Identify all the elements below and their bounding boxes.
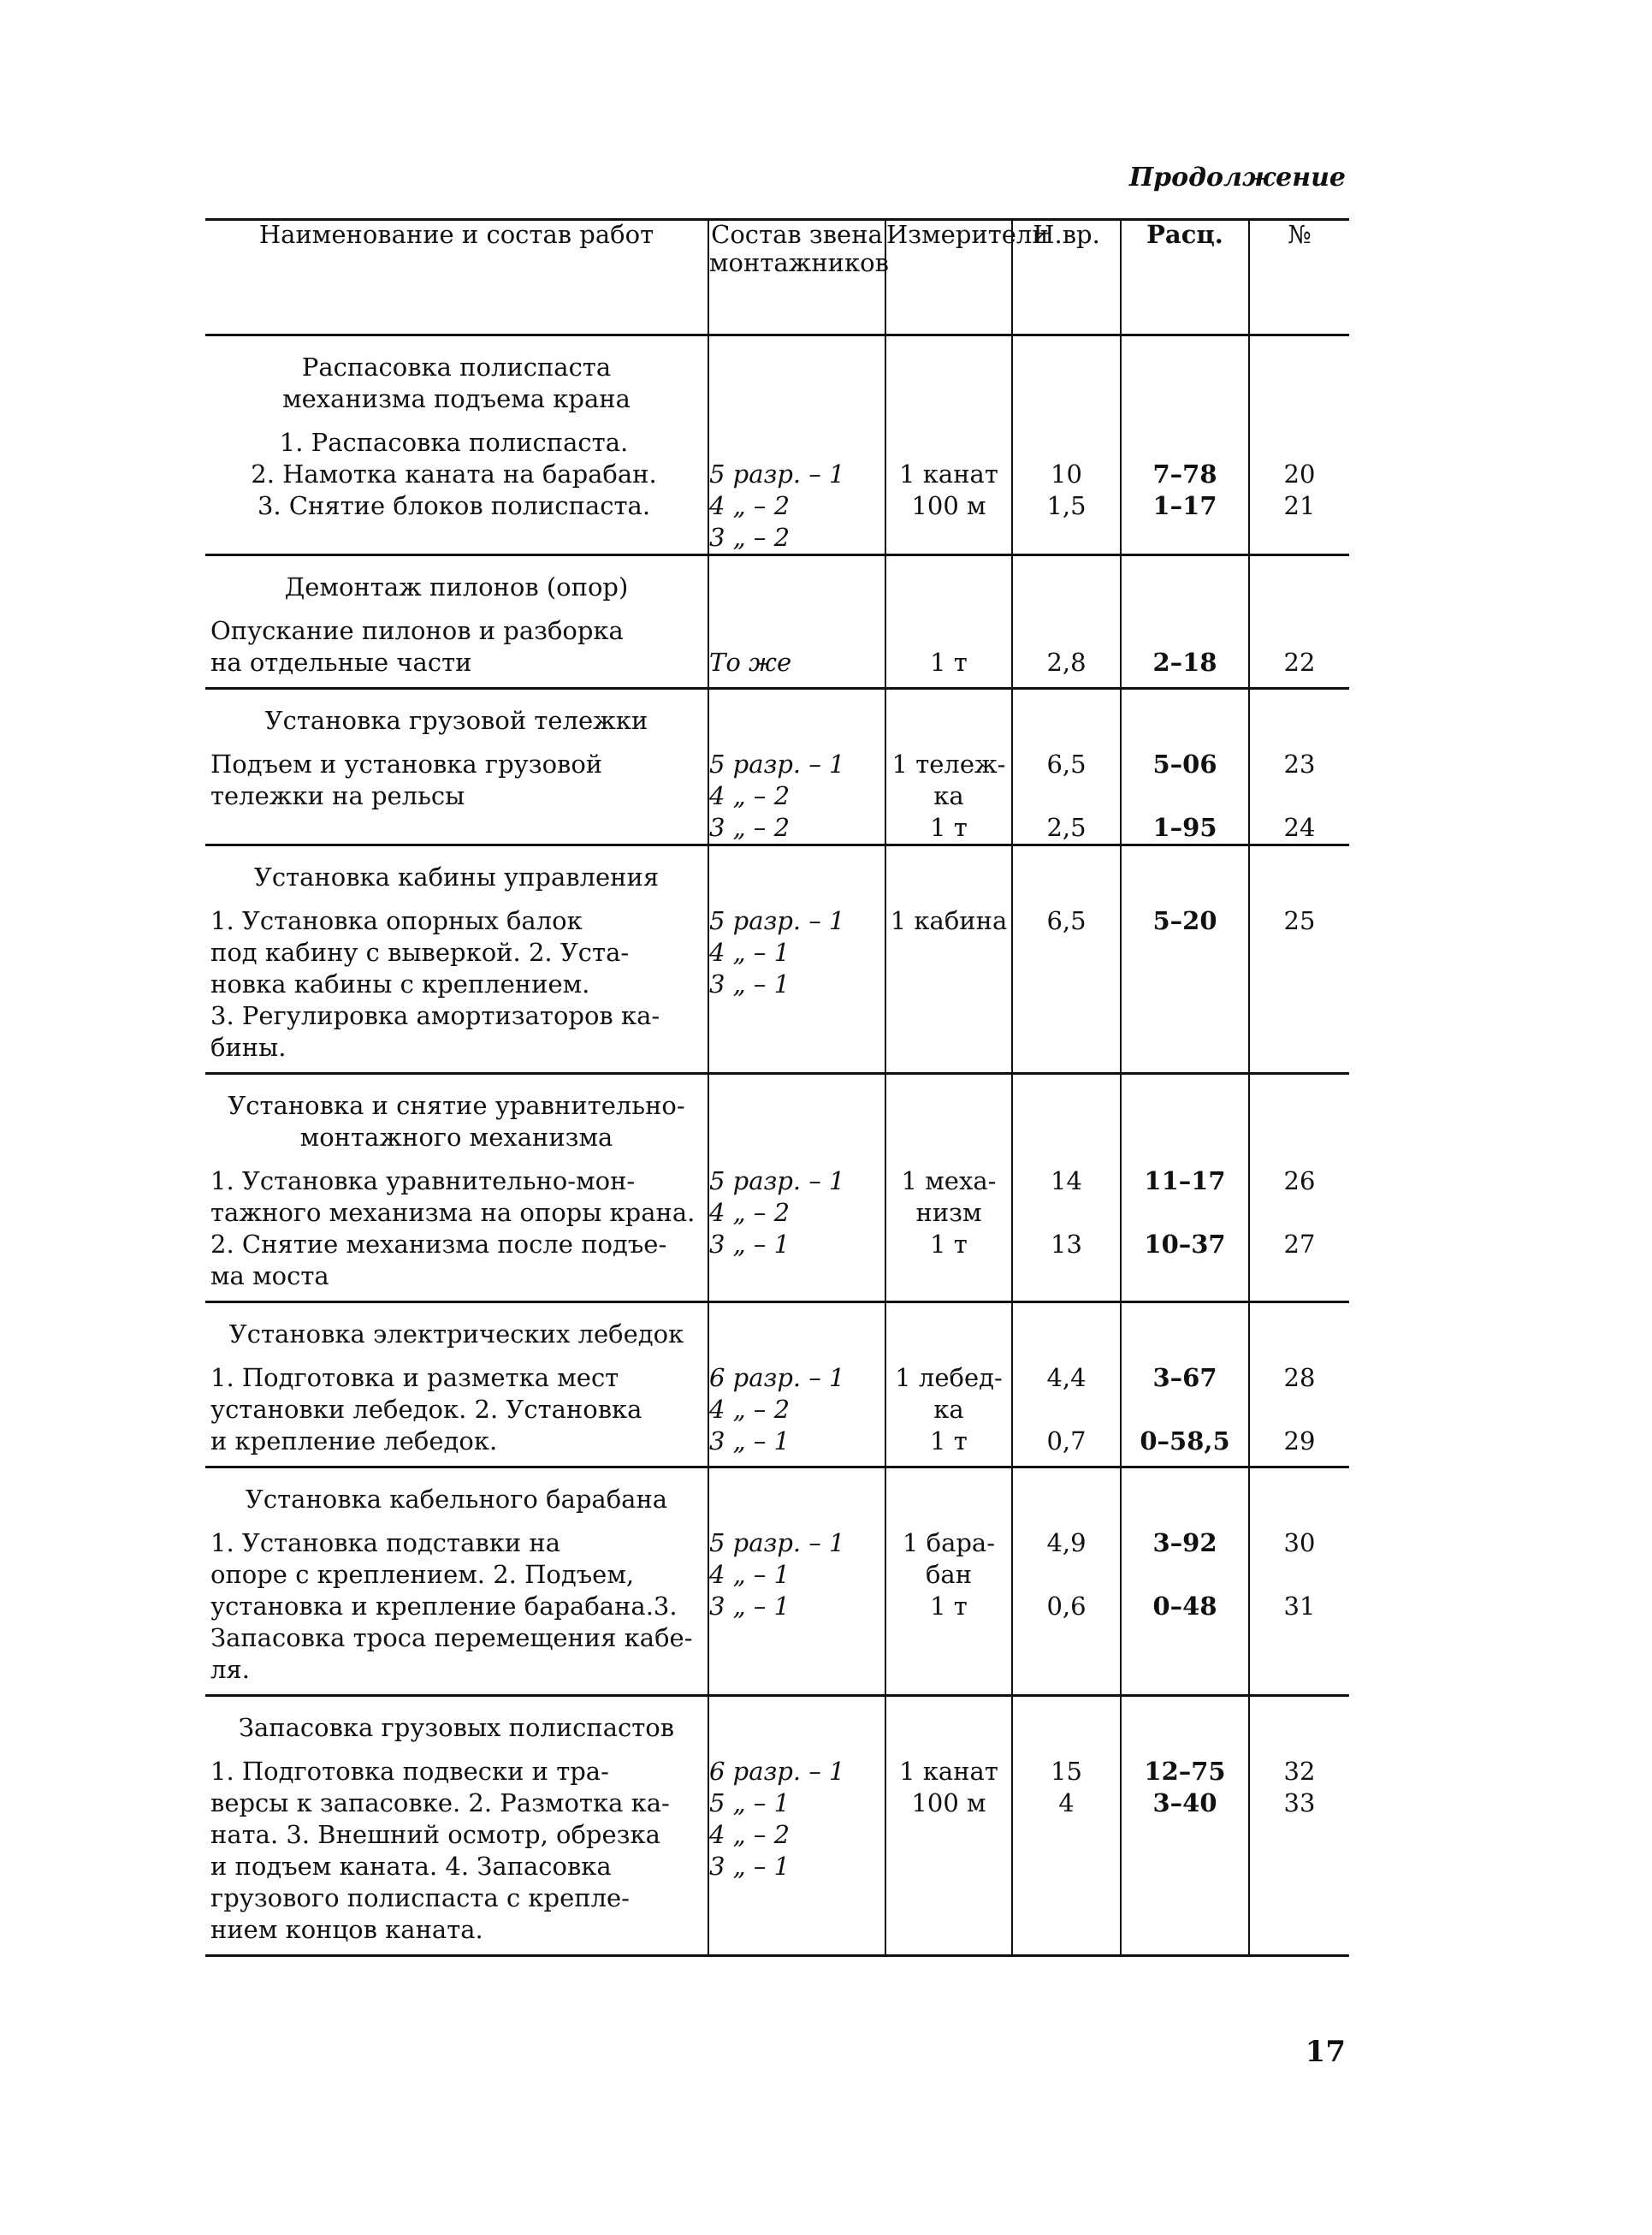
time-norm-cell (1012, 1696, 1121, 1956)
time-norm-cell (1012, 1467, 1121, 1696)
crew-line: То же (709, 648, 792, 677)
crew-composition-cell (708, 845, 885, 1074)
work-step-line: 3. Снятие блоков полиспаста. (257, 491, 651, 520)
section-title-line: Установка грузовой тележки (264, 706, 648, 735)
measure-line: 1 т (930, 1230, 968, 1259)
time-norm-value: 2,5 (1046, 813, 1087, 842)
time-norm-value (1013, 1197, 1120, 1229)
rate-value: 0–48 (1152, 1592, 1217, 1621)
header-number: № (1249, 220, 1349, 335)
number-cell (1249, 1467, 1349, 1696)
table-row (205, 689, 1349, 845)
time-norm-cell (1012, 1074, 1121, 1302)
rate-value: 2–18 (1152, 648, 1217, 677)
work-steps (205, 893, 708, 1072)
work-steps (205, 1153, 708, 1301)
time-norm-value (1013, 1559, 1120, 1591)
rate-value (1122, 1394, 1248, 1426)
row-number: 25 (1283, 906, 1316, 935)
section-title (205, 846, 708, 893)
work-step-line: под кабину с выверкой. 2. Уста- (210, 938, 630, 967)
rate-value: 3–67 (1152, 1363, 1217, 1392)
measure-cell (885, 1467, 1012, 1696)
work-step-line: 2. Намотка каната на барабан. (251, 459, 657, 489)
work-step-line: тажного механизма на опоры крана. (210, 1198, 696, 1227)
time-norm-cell (1012, 845, 1121, 1074)
number-cell (1249, 1696, 1349, 1956)
crew-line: 4 „ – 2 (709, 781, 790, 810)
rate-value: 3–92 (1152, 1528, 1217, 1557)
time-norm-value: 4,4 (1046, 1363, 1087, 1392)
work-step-line: 1. Установка уравнительно-мон- (210, 1166, 636, 1195)
work-description-cell (205, 1696, 708, 1956)
row-number: 30 (1283, 1528, 1316, 1557)
section-title-line: Установка и снятие уравнительно- (228, 1091, 685, 1120)
work-step-line: версы к запасовке. 2. Размотка ка- (210, 1788, 670, 1817)
section-title-line: Установка электрических лебедок (228, 1319, 684, 1349)
row-number: 22 (1283, 648, 1316, 677)
work-step-line: 1. Распасовка полиспаста. (279, 428, 629, 457)
row-number: 24 (1283, 813, 1316, 842)
work-step-line: ля. (210, 1655, 250, 1684)
work-step-line: 1. Установка подставки на (210, 1528, 561, 1557)
section-title-line: Запасовка грузовых полиспастов (238, 1713, 675, 1742)
measure-cell (885, 555, 1012, 689)
work-steps (205, 1515, 708, 1694)
crew-line: 4 „ – 1 (709, 1560, 790, 1589)
section-title-line: Демонтаж пилонов (опор) (284, 572, 629, 602)
rate-cell (1121, 1696, 1249, 1956)
section-title (205, 690, 708, 737)
measure-line: ка (933, 781, 964, 810)
row-number: 31 (1283, 1592, 1316, 1621)
row-number (1250, 1394, 1349, 1426)
rate-cell (1121, 689, 1249, 845)
measure-cell (885, 845, 1012, 1074)
crew-composition-cell (708, 555, 885, 689)
work-step-line: Опускание пилонов и разборка (210, 616, 624, 645)
norms-table (205, 218, 1349, 1957)
time-norm-value: 0,6 (1046, 1592, 1087, 1621)
row-number: 33 (1283, 1788, 1316, 1817)
rate-cell (1121, 555, 1249, 689)
rate-cell (1121, 1302, 1249, 1467)
crew-line: 5 разр. – 1 (709, 1528, 845, 1557)
work-step-line: бины. (210, 1033, 287, 1062)
crew-line: 4 „ – 2 (709, 1820, 790, 1849)
work-step-line: опоре с креплением. 2. Подъем, (210, 1560, 635, 1589)
rate-value: 1–95 (1152, 813, 1217, 842)
crew-composition-cell (708, 1074, 885, 1302)
crew-line: 3 „ – 2 (709, 523, 790, 552)
measure-line: 1 кабина (890, 906, 1008, 935)
number-cell (1249, 555, 1349, 689)
crew-composition-cell (708, 689, 885, 845)
crew-line: 5 „ – 1 (709, 1788, 790, 1817)
table-row (205, 1467, 1349, 1696)
table-row (205, 1302, 1349, 1467)
table-row (205, 845, 1349, 1074)
number-cell (1249, 1074, 1349, 1302)
measure-line: 100 м (911, 1788, 986, 1817)
work-step-line: Подъем и установка грузовой (210, 750, 603, 779)
work-step-line: на отдельные части (210, 648, 472, 677)
row-number (1250, 780, 1349, 812)
number-cell (1249, 1302, 1349, 1467)
table-row (205, 335, 1349, 555)
time-norm-value: 15 (1051, 1757, 1082, 1786)
row-number: 28 (1283, 1363, 1316, 1392)
header-rate: Расц. (1121, 220, 1249, 335)
table-row (205, 1074, 1349, 1302)
crew-line: 6 разр. – 1 (709, 1363, 845, 1392)
measure-line: бан (925, 1560, 973, 1589)
rate-cell (1121, 335, 1249, 555)
table-header-row (205, 220, 1349, 335)
time-norm-cell (1012, 335, 1121, 555)
page-number: 17 (1305, 2035, 1346, 2069)
rate-value (1122, 1559, 1248, 1591)
time-norm-value: 6,5 (1046, 750, 1087, 779)
row-number: 32 (1283, 1757, 1316, 1786)
crew-line: 4 „ – 1 (709, 938, 790, 967)
rate-value: 0–58,5 (1140, 1426, 1230, 1455)
work-step-line: 3. Регулировка амортизаторов ка- (210, 1001, 660, 1030)
section-title (205, 1468, 708, 1515)
work-step-line: грузового полиспаста с крепле- (210, 1883, 630, 1912)
crew-line: 6 разр. – 1 (709, 1757, 845, 1786)
rate-value: 3–40 (1152, 1788, 1217, 1817)
table-row (205, 555, 1349, 689)
work-step-line: и крепление лебедок. (210, 1426, 498, 1455)
work-step-line: установка и крепление барабана.3. (210, 1592, 678, 1621)
crew-composition-cell (708, 1467, 885, 1696)
measure-cell (885, 689, 1012, 845)
measure-cell (885, 1074, 1012, 1302)
measure-line: 1 тележ- (891, 750, 1006, 779)
time-norm-cell (1012, 689, 1121, 845)
section-title-line: механизма подъема крана (282, 384, 631, 413)
section-title (205, 556, 708, 603)
measure-cell (885, 1696, 1012, 1956)
work-steps (205, 1744, 708, 1954)
work-description-cell (205, 1302, 708, 1467)
number-cell (1249, 845, 1349, 1074)
crew-line: 3 „ – 1 (709, 1230, 790, 1259)
rate-cell (1121, 845, 1249, 1074)
time-norm-value: 0,7 (1046, 1426, 1087, 1455)
time-norm-value (1013, 1394, 1120, 1426)
row-number: 23 (1283, 750, 1316, 779)
rate-value: 5–20 (1152, 906, 1217, 935)
section-title (205, 1303, 708, 1350)
row-number: 26 (1283, 1166, 1316, 1195)
time-norm-value: 14 (1051, 1166, 1082, 1195)
crew-line: 5 разр. – 1 (709, 750, 845, 779)
header-time-norm: Н.вр. (1012, 220, 1121, 335)
rate-value (1122, 780, 1248, 812)
work-step-line: тележки на рельсы (210, 781, 465, 810)
header-work-name: Наименование и состав работ (205, 220, 708, 335)
work-step-line: нием концов каната. (210, 1915, 483, 1944)
work-step-line: 1. Подготовка и разметка мест (210, 1363, 619, 1392)
measure-line: 1 меха- (901, 1166, 997, 1195)
measure-cell (885, 1302, 1012, 1467)
section-title (205, 1697, 708, 1744)
measure-line: 1 т (930, 1592, 968, 1621)
table-row (205, 1696, 1349, 1956)
measure-line: низм (915, 1198, 982, 1227)
row-number: 27 (1283, 1230, 1316, 1259)
crew-line: 3 „ – 1 (709, 1852, 790, 1881)
work-description-cell (205, 845, 708, 1074)
time-norm-value: 1,5 (1046, 491, 1087, 520)
crew-line: 4 „ – 2 (709, 491, 790, 520)
work-description-cell (205, 555, 708, 689)
time-norm-cell (1012, 1302, 1121, 1467)
number-cell (1249, 689, 1349, 845)
work-step-line: 1. Установка опорных балок (210, 906, 583, 935)
row-number: 20 (1283, 459, 1316, 489)
work-step-line: новка кабины с креплением. (210, 969, 590, 999)
work-steps (205, 1350, 708, 1466)
crew-line: 3 „ – 1 (709, 1592, 790, 1621)
measure-line: 1 т (930, 813, 968, 842)
rate-value: 10–37 (1144, 1230, 1226, 1259)
time-norm-value: 2,8 (1046, 648, 1087, 677)
section-title (205, 336, 708, 415)
header-measures: Измерители (885, 220, 1012, 335)
work-description-cell (205, 335, 708, 555)
crew-composition-cell (708, 1696, 885, 1956)
crew-line: 3 „ – 2 (709, 813, 790, 842)
section-title-line: монтажного механизма (299, 1123, 613, 1152)
work-description-cell (205, 1074, 708, 1302)
measure-line: 100 м (911, 491, 986, 520)
work-description-cell (205, 1467, 708, 1696)
section-title-line: Распасовка полиспаста (301, 353, 612, 382)
time-norm-cell (1012, 555, 1121, 689)
measure-line: 1 канат (899, 459, 998, 489)
work-steps (205, 603, 708, 687)
rate-value: 12–75 (1144, 1757, 1226, 1786)
measure-line: 1 канат (899, 1757, 998, 1786)
crew-line: 5 разр. – 1 (709, 1166, 845, 1195)
crew-line: 5 разр. – 1 (709, 459, 845, 489)
work-steps (205, 737, 708, 821)
number-cell (1249, 335, 1349, 555)
work-step-line: установки лебедок. 2. Установка (210, 1395, 642, 1424)
rate-value: 5–06 (1152, 750, 1217, 779)
work-step-line: и подъем каната. 4. Запасовка (210, 1852, 612, 1881)
work-step-line: ната. 3. Внешний осмотр, обрезка (210, 1820, 660, 1849)
work-step-line: ма моста (210, 1261, 329, 1290)
time-norm-value: 4,9 (1046, 1528, 1087, 1557)
work-step-line: 1. Подготовка подвески и тра- (210, 1757, 609, 1786)
work-steps (205, 415, 708, 531)
time-norm-value: 4 (1058, 1788, 1075, 1817)
measure-line: 1 т (930, 1426, 968, 1455)
crew-line: 4 „ – 2 (709, 1198, 790, 1227)
time-norm-value: 13 (1051, 1230, 1082, 1259)
time-norm-value: 6,5 (1046, 906, 1087, 935)
rate-value: 7–78 (1152, 459, 1217, 489)
measure-line: 1 лебед- (895, 1363, 1003, 1392)
crew-line: 3 „ – 1 (709, 1426, 790, 1455)
header-crew: Состав звена монтажников (708, 220, 885, 335)
crew-line: 5 разр. – 1 (709, 906, 845, 935)
rate-cell (1121, 1467, 1249, 1696)
measure-cell (885, 335, 1012, 555)
crew-composition-cell (708, 335, 885, 555)
measure-line: 1 бара- (902, 1528, 996, 1557)
measure-line: 1 т (930, 648, 968, 677)
time-norm-value: 10 (1051, 459, 1082, 489)
rate-value: 11–17 (1144, 1166, 1226, 1195)
crew-line: 3 „ – 1 (709, 969, 790, 999)
work-description-cell (205, 689, 708, 845)
row-number (1250, 1559, 1349, 1591)
section-title (205, 1075, 708, 1153)
work-step-line: 2. Снятие механизма после подъе- (210, 1230, 667, 1259)
measure-line: ка (933, 1395, 964, 1424)
row-number: 21 (1283, 491, 1316, 520)
rate-cell (1121, 1074, 1249, 1302)
section-title-line: Установка кабины управления (253, 863, 660, 892)
continuation-label: Продолжение (1128, 163, 1346, 193)
row-number (1250, 1197, 1349, 1229)
row-number: 29 (1283, 1426, 1316, 1455)
crew-composition-cell (708, 1302, 885, 1467)
section-title-line: Установка кабельного барабана (245, 1485, 668, 1514)
work-step-line: Запасовка троса перемещения кабе- (210, 1623, 693, 1652)
rate-value (1122, 1197, 1248, 1229)
rate-value: 1–17 (1152, 491, 1217, 520)
time-norm-value (1013, 780, 1120, 812)
crew-line: 4 „ – 2 (709, 1395, 790, 1424)
